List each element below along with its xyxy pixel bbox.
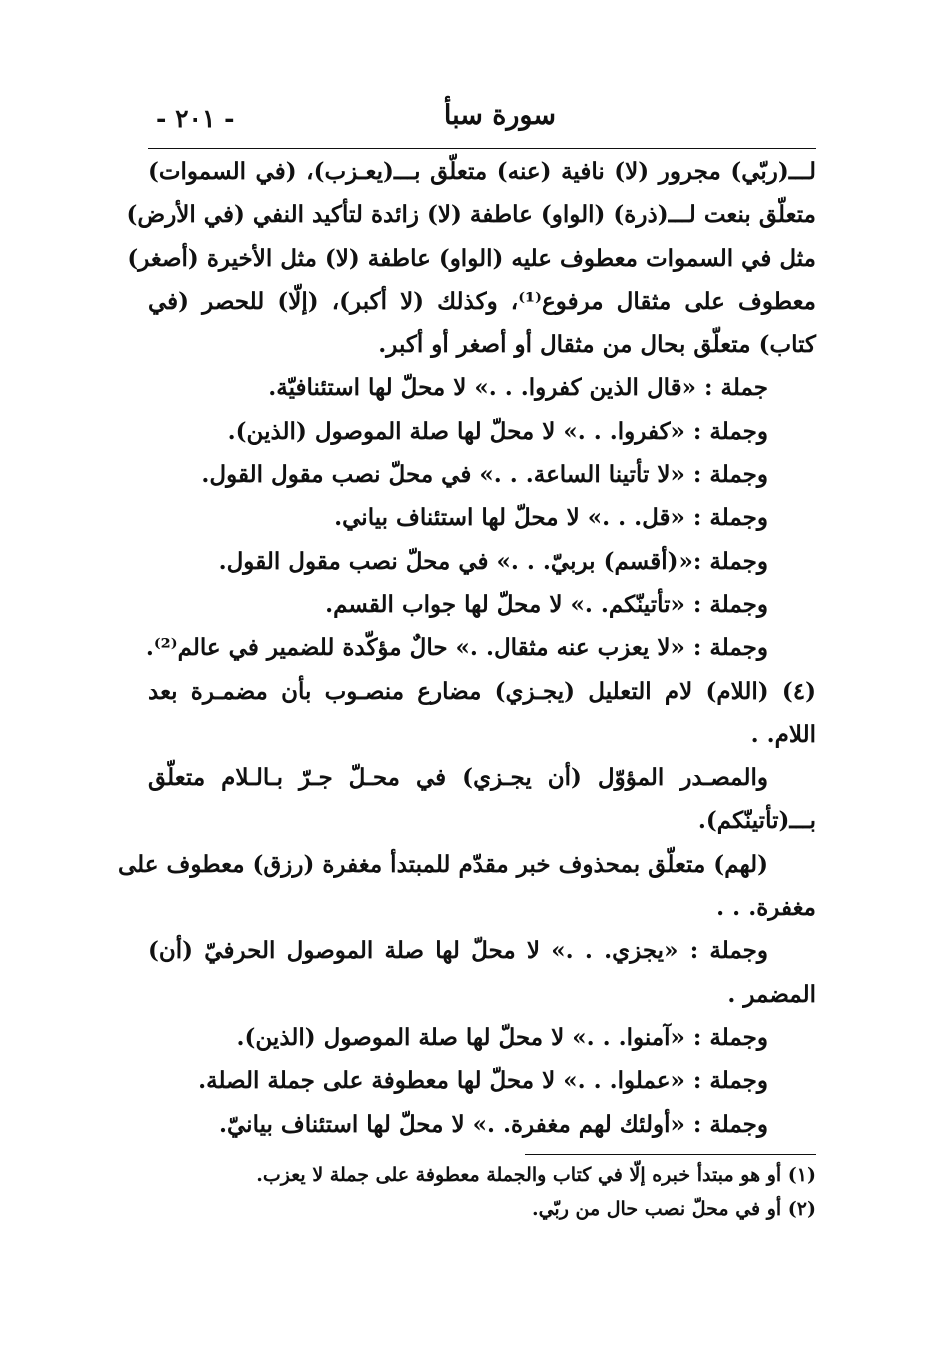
text-line: المضمر . bbox=[727, 980, 816, 1008]
text-line: معطوف على مثقال مرفوع⁽¹⁾، وكذلك (لا أكبر)، (إلّا) للحصر (في bbox=[148, 287, 816, 315]
text-line: (٤) (اللام) لام التعليل (يجـزي) مضارع منصـوب بأن مضمـرة بعد bbox=[148, 677, 816, 705]
text-line: كتاب) متعلّق بحال من مثقال أو أصغر أو أكبر. bbox=[378, 331, 816, 359]
sentence-line: وجملة :«(أقسم) بربيّ. . .» في محلّ نصب مقول القول. bbox=[218, 547, 768, 575]
page-number: - ٢٠١ - bbox=[156, 104, 235, 133]
sentence-line: وجملة : «أولئك لهم مغفرة. .» لا محلّ لها استئناف بيانيّ. bbox=[218, 1110, 768, 1138]
text-line: اللام. . bbox=[750, 720, 816, 748]
sentence-line: وجملة : «عملوا. . .» لا محلّ لها معطوفة على جملة الصلة. bbox=[198, 1067, 768, 1095]
text-line: متعلّق بنعت لـــ(ذرة) (الواو) عاطفة (لا) زائدة لتأكيد النفي (في الأرض) bbox=[126, 201, 816, 229]
text-line: والمصـدر المؤوّل (أن يجـزي) في محـلّ جـرّ بـالـلام متعلّق bbox=[148, 764, 768, 792]
main-text bbox=[118, 150, 816, 1146]
sentence-line: وجملة : «كفروا. . .» لا محلّ لها صلة الموصول (الذين). bbox=[227, 417, 768, 445]
text-line: لـــ(ربّي) مجرور (لا) نافية (عنه) متعلّق بـــ(يعـزب)، (في السموات) bbox=[148, 158, 816, 185]
sentence-line: وجملة : «تأتينّكم. .» لا محلّ لها جواب القسم. bbox=[325, 590, 768, 618]
text-line: مغفرة. . . bbox=[716, 894, 816, 922]
text-line: وجملة : «يجزي. . .» لا محلّ لها صلة الموصول الحرفيّ (أن) bbox=[148, 937, 768, 965]
surah-title: سورة سبأ bbox=[443, 100, 556, 131]
sentence-line: وجملة : «قل. . .» لا محلّ لها استئناف بياني. bbox=[334, 504, 768, 532]
sentence-line: وجملة : «لا يعزب عنه مثقال. .» حالٌ مؤكّدة للضمير في عالم⁽²⁾. bbox=[145, 634, 768, 662]
sentence-line: وجملة : «لا تأتينا الساعة. . .» في محلّ نصب مقول القول. bbox=[201, 461, 768, 489]
footnote-divider bbox=[525, 1154, 816, 1155]
text-line: (لهم) متعلّق بمحذوف خبر مقدّم للمبتدأ مغفرة (رزق) معطوف على bbox=[118, 850, 768, 878]
text-line: بـــ(تأتينّكم). bbox=[697, 807, 816, 835]
footnotes bbox=[148, 1158, 816, 1226]
footnote: (٢) أو في محلّ نصب حال من ربّي. bbox=[531, 1198, 816, 1220]
page-header bbox=[148, 98, 816, 149]
footnote: (١) أو هو مبتدأ خبره إلّا في كتاب والجملة معطوفة على جملة لا يعزب. bbox=[256, 1164, 816, 1186]
text-line: مثل في السموات معطوف عليه (الواو) عاطفة (لا) مثل الأخيرة (أصغر) bbox=[127, 244, 816, 272]
sentence-line: وجملة : «آمنوا. . .» لا محلّ لها صلة الموصول (الذين). bbox=[236, 1023, 768, 1051]
sentence-line: جملة : «قال الذين كفروا. . .» لا محلّ لها استئنافيّة. bbox=[268, 374, 768, 402]
